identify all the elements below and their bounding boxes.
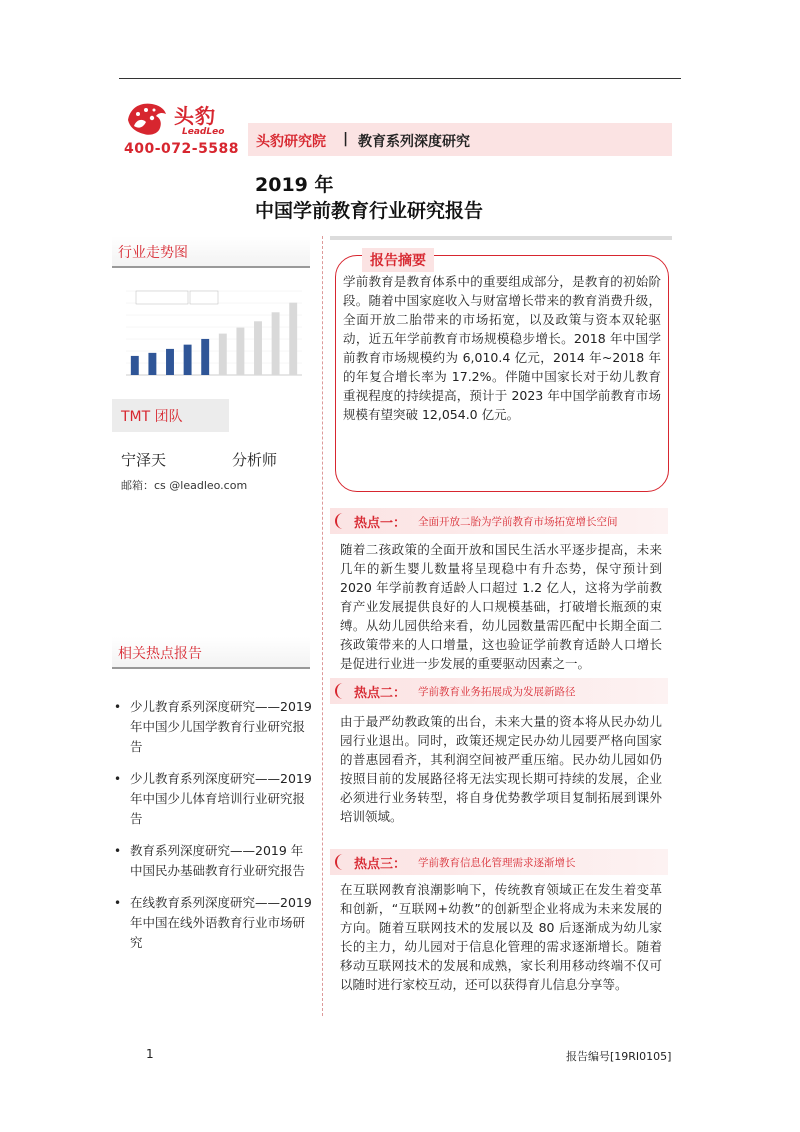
report-title: 中国学前教育行业研究报告 — [255, 200, 484, 222]
analyst-role: 分析师 — [232, 451, 278, 469]
hotspot-3-subtitle: 学前教育信息化管理需求逐渐增长 — [418, 857, 576, 869]
thumbnail-bar — [166, 349, 174, 375]
institute-name: 头豹研究院 — [256, 134, 326, 150]
thumbnail-bar — [254, 321, 262, 375]
related-report-item[interactable]: • 少儿教育系列深度研究——2019 年中国少儿体育培训行业研究报告 — [112, 769, 312, 829]
trend-heading: 行业走势图 — [112, 236, 310, 268]
related-reports-heading: 相关热点报告 — [112, 637, 310, 669]
related-report-item[interactable]: • 少儿教育系列深度研究——2019 年中国少儿国学教育行业研究报告 — [112, 697, 312, 757]
thumbnail-bar — [131, 356, 139, 375]
hotspot-2-text: 由于最严幼教政策的出台，未来大量的资本将从民办幼儿园行业退出。同时，政策还规定民办幼儿园要严格向国家的普惠园看齐，其利润空间被严重压缩。民办幼儿园如仍按照目前的发展路径将无法实现长期可持续的发展，企业必须进行业务转型，将自身优势教学项目复制拓展到课外培训领域。 — [340, 714, 662, 824]
summary-top-rule — [330, 236, 672, 240]
crescent-icon — [334, 682, 348, 700]
thumbnail-cagr-box — [190, 291, 218, 304]
thumbnail-bar — [272, 312, 280, 375]
team-heading: TMT 团队 — [112, 399, 229, 432]
related-reports-list — [112, 697, 312, 965]
thumbnail-bar — [289, 303, 297, 375]
page-number: 1 — [146, 1047, 154, 1061]
hotspot-1-banner — [330, 508, 668, 534]
series-name: 教育系列深度研究 — [358, 134, 470, 150]
column-divider — [322, 236, 323, 1016]
report-number: 报告编号[19RI0105] — [566, 1050, 672, 1063]
related-report-item[interactable]: • 在线教育系列深度研究——2019 年中国在线外语教育行业市场研究 — [112, 893, 312, 953]
hotspot-1-text: 随着二孩政策的全面开放和国民生活水平逐步提高，未来几年的新生婴儿数量将呈现稳中有升态势，保守预计到 2020 年学前教育适龄人口超过 1.2 亿人，这将为学前教育产业发展提供良好的人口规模基础，打破增长瓶颈的束缚。从幼儿园供给来看，幼儿园数量需匹配中长期全面二孩政策带来的人口增量，这也验证学前教育适龄人口增长是促进行业进一步发展的重要驱动因素之一。 — [340, 542, 662, 671]
series-banner — [248, 123, 672, 156]
hotspot-3-key: 热点三： — [354, 857, 407, 872]
thumbnail-bar — [236, 328, 244, 375]
crescent-icon — [334, 853, 348, 871]
hotspot-1-subtitle: 全面开放二胎为学前教育市场拓宽增长空间 — [418, 516, 618, 528]
hotspot-3-banner — [330, 849, 668, 875]
top-rule — [119, 78, 681, 79]
summary-label: 报告摘要 — [362, 248, 434, 272]
hotline-phone: 400-072-5588 — [124, 141, 240, 157]
thumbnail-bar — [148, 353, 156, 375]
thumbnail-bar — [201, 339, 209, 375]
leopard-logo-icon — [124, 98, 170, 138]
industry-trend-thumbnail — [112, 285, 310, 385]
hotspot-3-text: 在互联网教育浪潮影响下，传统教育领域正在发生着变革和创新，“互联网+幼教”的创新型企业将成为未来发展的方向。随着互联网技术的发展以及 80 后逐渐成为幼儿家长的主力，幼儿园对于信息化管理的需求逐渐增长。随着移动互联网技术的发展和成熟，家长利用移动终端不仅可以随时进行家校互动，还可以获得育儿信息分享等。 — [340, 882, 662, 992]
analyst-email[interactable]: 邮箱：cs @leadleo.com — [121, 479, 248, 492]
report-title-year: 2019 年 — [255, 174, 334, 196]
hotspot-2-subtitle: 学前教育业务拓展成为发展新路径 — [418, 686, 576, 698]
banner-separator: | — [343, 131, 349, 147]
leadleo-logo — [124, 98, 244, 142]
brand-name-cn: 头豹 — [174, 104, 216, 128]
thumbnail-legend-box — [136, 291, 188, 304]
related-report-item[interactable]: • 教育系列深度研究——2019 年中国民办基础教育行业研究报告 — [112, 841, 312, 881]
crescent-icon — [334, 512, 348, 530]
analyst-name: 宁泽天 — [121, 451, 167, 469]
thumbnail-bar — [219, 334, 227, 375]
thumbnail-bar — [184, 345, 192, 375]
hotspot-2-banner — [330, 678, 668, 704]
summary-text: 学前教育是教育体系中的重要组成部分，是教育的初始阶段。随着中国家庭收入与财富增长带来的教育消费升级，全面开放二胎带来的市场拓宽，以及政策与资本双轮驱动，近五年学前教育市场规模稳步增长。2018 年中国学前教育市场规模约为 6,010.4 亿元，2014 年~2018 年的年复合增长率为 17.2%。伴随中国家长对于幼儿教育重视程度的持续提高，预计于 2023 年中国学前教育市场规模有望突破 12,054.0 亿元。 — [343, 274, 661, 422]
brand-name-en: LeadLeo — [182, 127, 225, 137]
hotspot-1-key: 热点一： — [354, 516, 407, 531]
hotspot-2-key: 热点二： — [354, 686, 407, 701]
